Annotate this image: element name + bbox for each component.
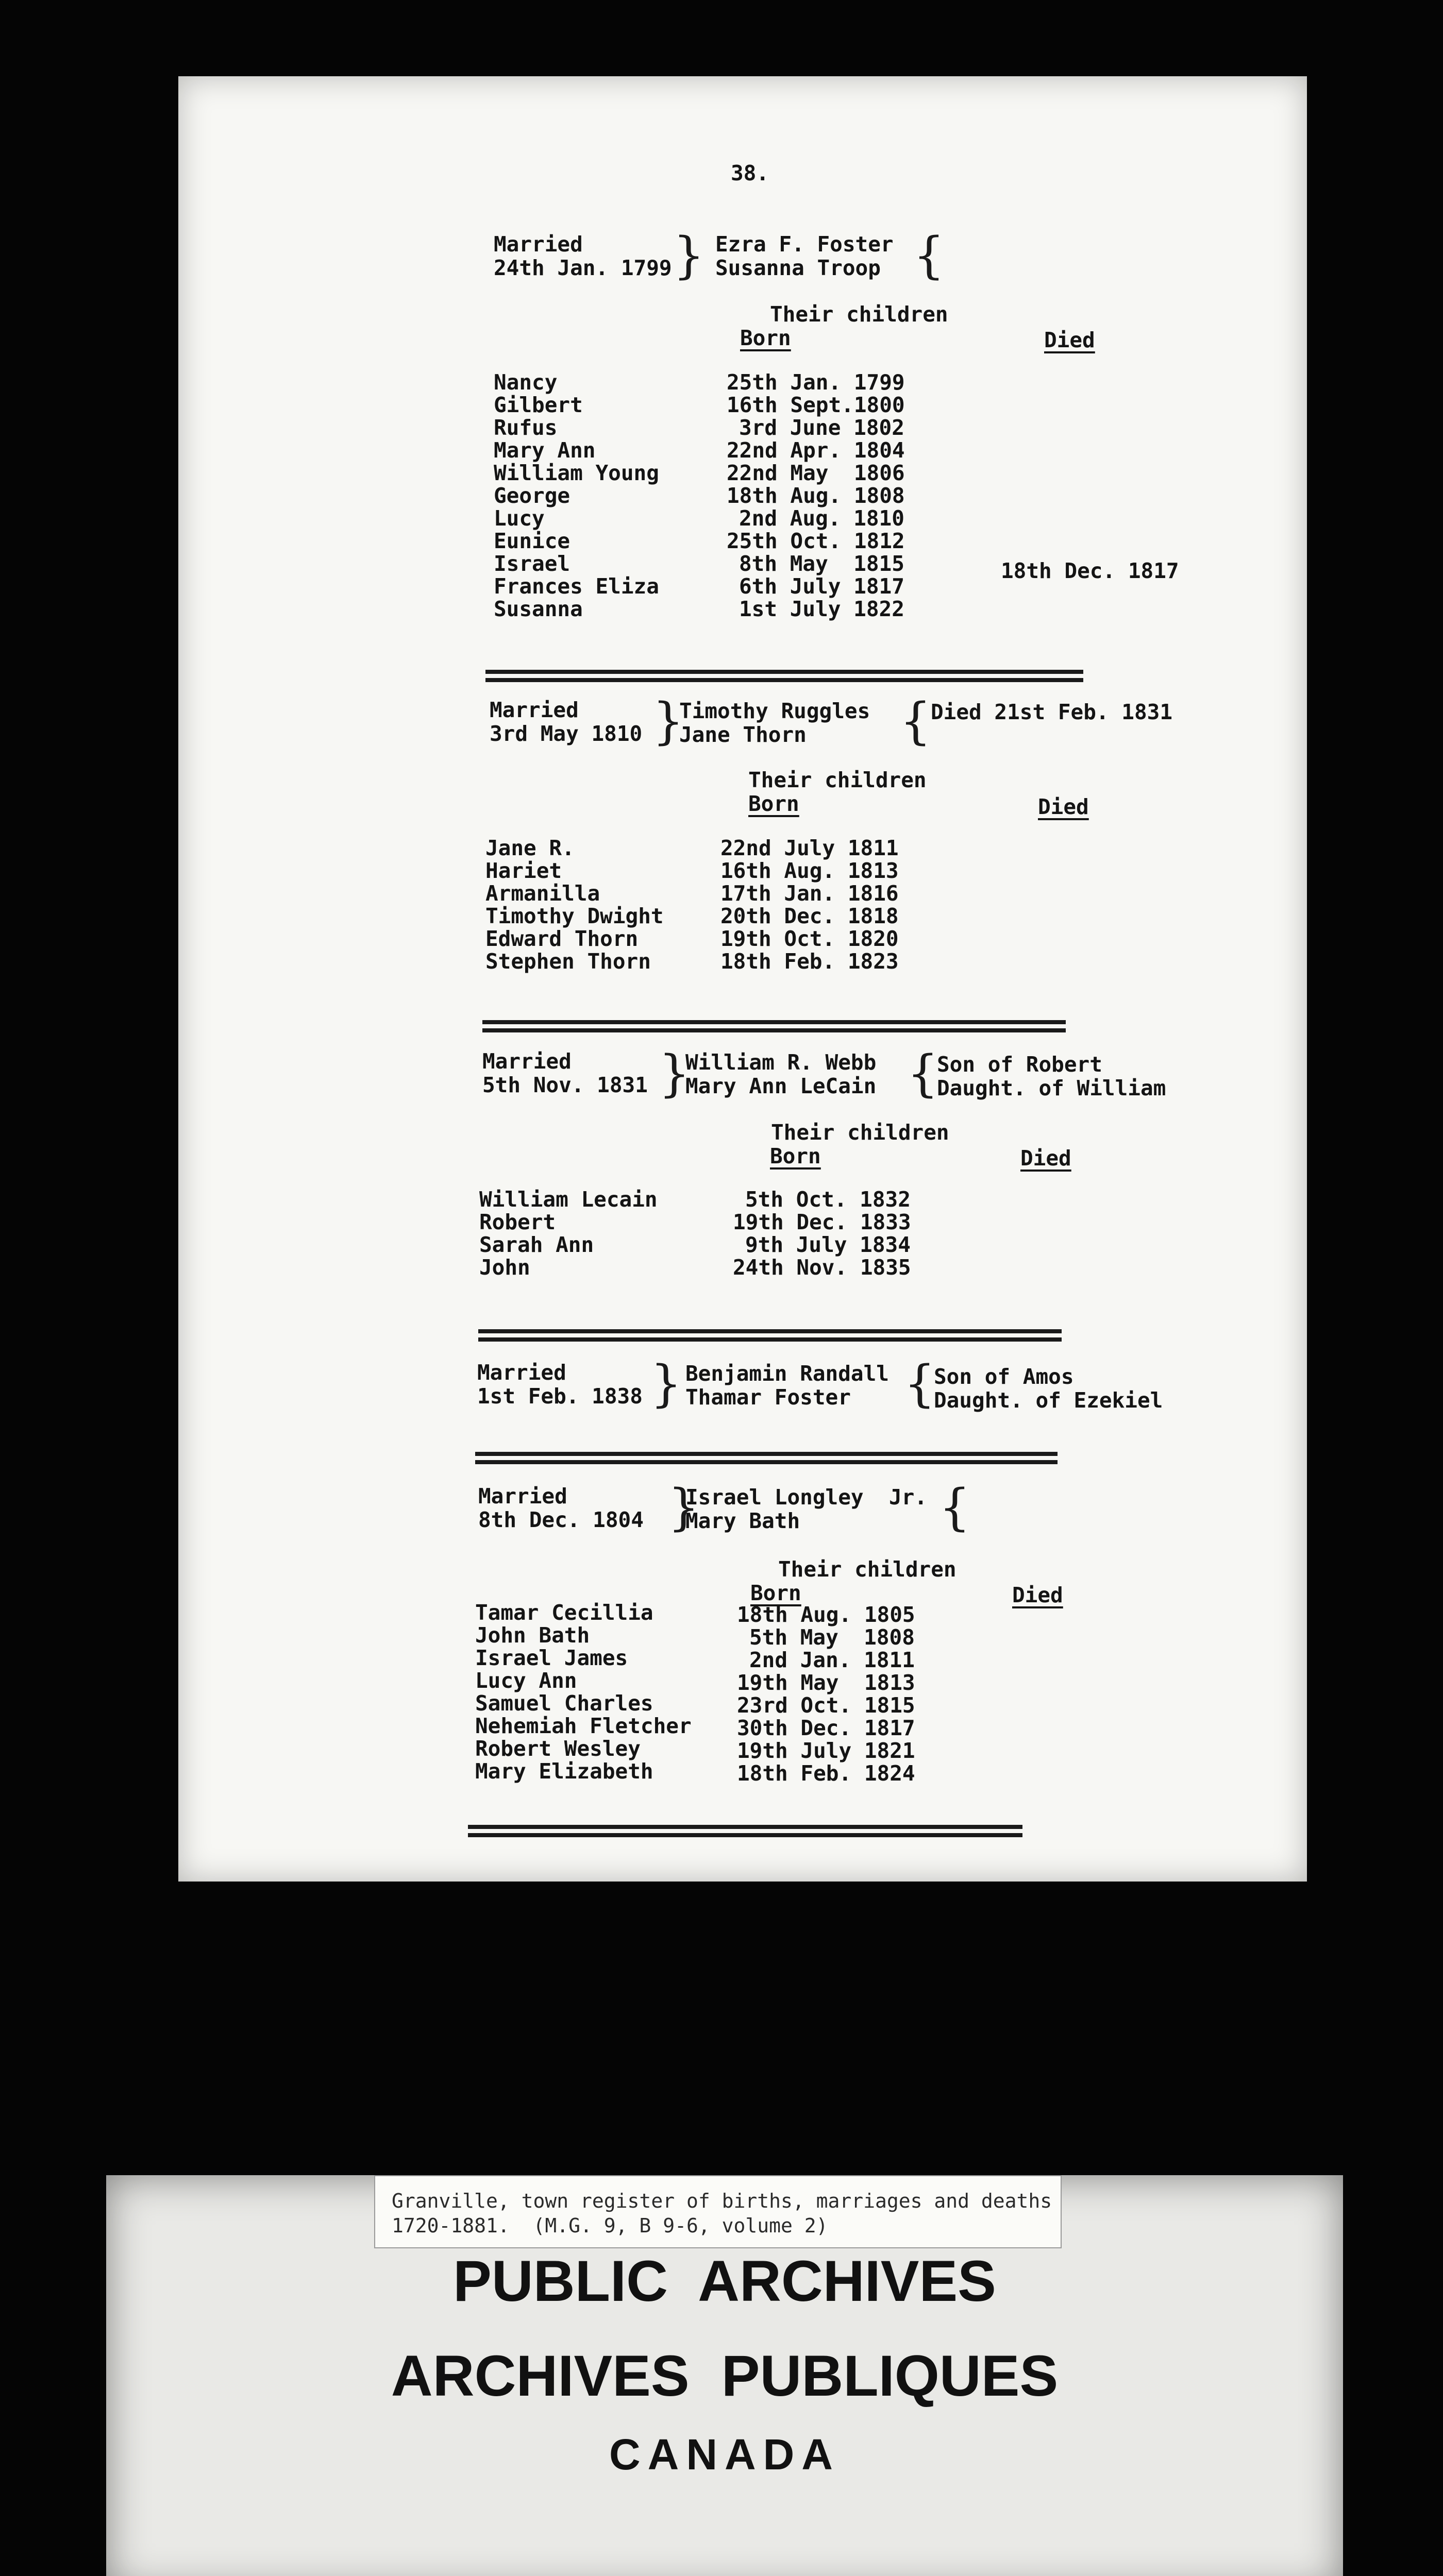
born-heading: Born: [748, 791, 799, 816]
married-label: Married: [482, 1049, 572, 1074]
child-born: 22nd May 1806: [727, 461, 905, 485]
child-name: Hariet: [485, 858, 562, 883]
divider-rule: [475, 1452, 1058, 1456]
children-heading: Their children: [770, 302, 948, 327]
child-name: Stephen Thorn: [485, 949, 651, 974]
brace-right: }: [673, 227, 705, 284]
death-note: Died 21st Feb. 1831: [931, 700, 1172, 724]
child-name: Israel James: [475, 1646, 628, 1670]
child-born: 9th July 1834: [745, 1232, 911, 1257]
spouse-husband: Israel Longley Jr.: [685, 1485, 927, 1510]
child-name: John: [479, 1255, 530, 1280]
divider-rule: [468, 1825, 1022, 1829]
child-name: Timothy Dwight: [485, 904, 664, 928]
parent-note-wife: Daught. of William: [937, 1076, 1166, 1100]
child-born: 16th Sept.1800: [727, 393, 905, 417]
divider-rule: [475, 1460, 1058, 1464]
divider-rule: [478, 1329, 1062, 1333]
child-name: Edward Thorn: [485, 926, 639, 951]
divider-rule: [485, 678, 1083, 682]
parent-note-wife: Daught. of Ezekiel: [934, 1388, 1163, 1413]
child-name: William Young: [494, 461, 659, 485]
child-name: Robert: [479, 1210, 556, 1234]
register-page: [178, 76, 1307, 1882]
child-born: 8th May 1815: [739, 551, 904, 576]
brace-left: {: [904, 1355, 936, 1413]
brace-right: }: [650, 1355, 682, 1413]
child-born: 19th July 1821: [737, 1738, 915, 1763]
spouse-wife: Mary Ann LeCain: [685, 1074, 877, 1098]
children-heading: Their children: [778, 1557, 957, 1582]
child-born: 22nd July 1811: [720, 836, 899, 860]
child-born: 1st July 1822: [739, 597, 904, 621]
child-name: Nancy: [494, 370, 558, 395]
child-name: Mary Elizabeth: [475, 1759, 653, 1784]
brace-right: }: [668, 1479, 700, 1536]
parent-note-husband: Son of Amos: [934, 1364, 1074, 1389]
child-born: 19th May 1813: [737, 1670, 915, 1695]
child-name: Mary Ann: [494, 438, 596, 463]
died-heading: Died: [1012, 1583, 1063, 1607]
spouse-wife: Jane Thorn: [679, 722, 807, 747]
divider-rule: [478, 1337, 1062, 1342]
child-born: 20th Dec. 1818: [720, 904, 899, 928]
married-date: 5th Nov. 1831: [482, 1073, 648, 1097]
child-born: 30th Dec. 1817: [737, 1716, 915, 1740]
child-born: 16th Aug. 1813: [720, 858, 899, 883]
archive-title-fr: ARCHIVES PUBLIQUES: [391, 2344, 1059, 2408]
child-name: Jane R.: [485, 836, 575, 860]
child-name: Rufus: [494, 415, 558, 440]
child-name: Frances Eliza: [494, 574, 659, 599]
married-date: 1st Feb. 1838: [477, 1384, 643, 1409]
died-heading: Died: [1038, 794, 1089, 819]
collection-label: [374, 2175, 1062, 2248]
married-label: Married: [494, 232, 583, 257]
archive-title-en: PUBLIC ARCHIVES: [453, 2249, 996, 2313]
brace-left: {: [900, 692, 932, 750]
child-name: Lucy: [494, 506, 545, 531]
child-name: Robert Wesley: [475, 1736, 641, 1761]
child-name: George: [494, 483, 571, 508]
child-died: 18th Dec. 1817: [1001, 558, 1179, 583]
died-heading: Died: [1044, 328, 1095, 352]
brace-right: }: [659, 1045, 691, 1103]
child-name: Israel: [494, 551, 571, 576]
married-date: 24th Jan. 1799: [494, 256, 672, 280]
child-name: Sarah Ann: [479, 1232, 594, 1257]
child-born: 18th Feb. 1823: [720, 949, 899, 974]
child-born: 24th Nov. 1835: [733, 1255, 911, 1280]
parent-note-husband: Son of Robert: [937, 1052, 1102, 1077]
brace-left: {: [939, 1479, 971, 1536]
child-born: 6th July 1817: [739, 574, 904, 599]
child-name: Armanilla: [485, 881, 600, 906]
brace-right: }: [652, 692, 684, 750]
child-name: Lucy Ann: [475, 1668, 577, 1693]
married-label: Married: [490, 698, 579, 722]
child-born: 3rd June 1802: [739, 415, 904, 440]
child-name: Gilbert: [494, 393, 583, 417]
divider-rule: [468, 1833, 1022, 1837]
married-date: 3rd May 1810: [490, 721, 643, 746]
married-label: Married: [477, 1360, 566, 1385]
child-born: 23rd Oct. 1815: [737, 1693, 915, 1718]
born-heading: Born: [750, 1581, 801, 1605]
spouse-husband: Timothy Ruggles: [679, 699, 870, 723]
children-heading: Their children: [771, 1120, 949, 1145]
born-heading: Born: [740, 326, 791, 350]
collection-label-line1: Granville, town register of births, marriages and deaths: [392, 2190, 1052, 2212]
child-born: 25th Oct. 1812: [727, 529, 905, 553]
child-born: 18th Aug. 1805: [737, 1602, 915, 1627]
child-born: 19th Dec. 1833: [733, 1210, 911, 1234]
child-name: William Lecain: [479, 1187, 658, 1212]
child-name: Nehemiah Fletcher: [475, 1714, 692, 1738]
spouse-husband: Benjamin Randall: [685, 1361, 889, 1386]
divider-rule: [482, 1020, 1066, 1024]
archive-country: CANADA: [609, 2430, 840, 2479]
died-heading: Died: [1020, 1146, 1071, 1171]
child-name: Tamar Cecillia: [475, 1600, 653, 1625]
child-born: 5th Oct. 1832: [745, 1187, 911, 1212]
child-born: 25th Jan. 1799: [727, 370, 905, 395]
born-heading: Born: [770, 1144, 821, 1168]
spouse-wife: Mary Bath: [685, 1509, 800, 1533]
spouse-husband: Ezra F. Foster: [715, 232, 894, 257]
spouse-wife: Thamar Foster: [685, 1385, 851, 1410]
child-born: 22nd Apr. 1804: [727, 438, 905, 463]
child-born: 17th Jan. 1816: [720, 881, 899, 906]
divider-rule: [482, 1028, 1066, 1032]
collection-label-line2: 1720-1881. (M.G. 9, B 9-6, volume 2): [392, 2214, 828, 2237]
child-born: 19th Oct. 1820: [720, 926, 899, 951]
page-number: 38.: [731, 161, 769, 185]
brace-left: {: [913, 227, 945, 284]
divider-rule: [485, 670, 1083, 674]
married-date: 8th Dec. 1804: [478, 1507, 644, 1532]
child-born: 5th May 1808: [749, 1625, 915, 1650]
married-label: Married: [478, 1484, 567, 1509]
child-name: Samuel Charles: [475, 1691, 653, 1716]
child-born: 18th Aug. 1808: [727, 483, 905, 508]
spouse-wife: Susanna Troop: [715, 256, 881, 280]
child-born: 2nd Jan. 1811: [749, 1648, 915, 1672]
spouse-husband: William R. Webb: [685, 1050, 877, 1075]
child-name: John Bath: [475, 1623, 590, 1648]
child-born: 18th Feb. 1824: [737, 1761, 915, 1786]
child-name: Eunice: [494, 529, 571, 553]
child-name: Susanna: [494, 597, 583, 621]
brace-left: {: [907, 1045, 939, 1103]
children-heading: Their children: [748, 768, 927, 792]
child-born: 2nd Aug. 1810: [739, 506, 904, 531]
